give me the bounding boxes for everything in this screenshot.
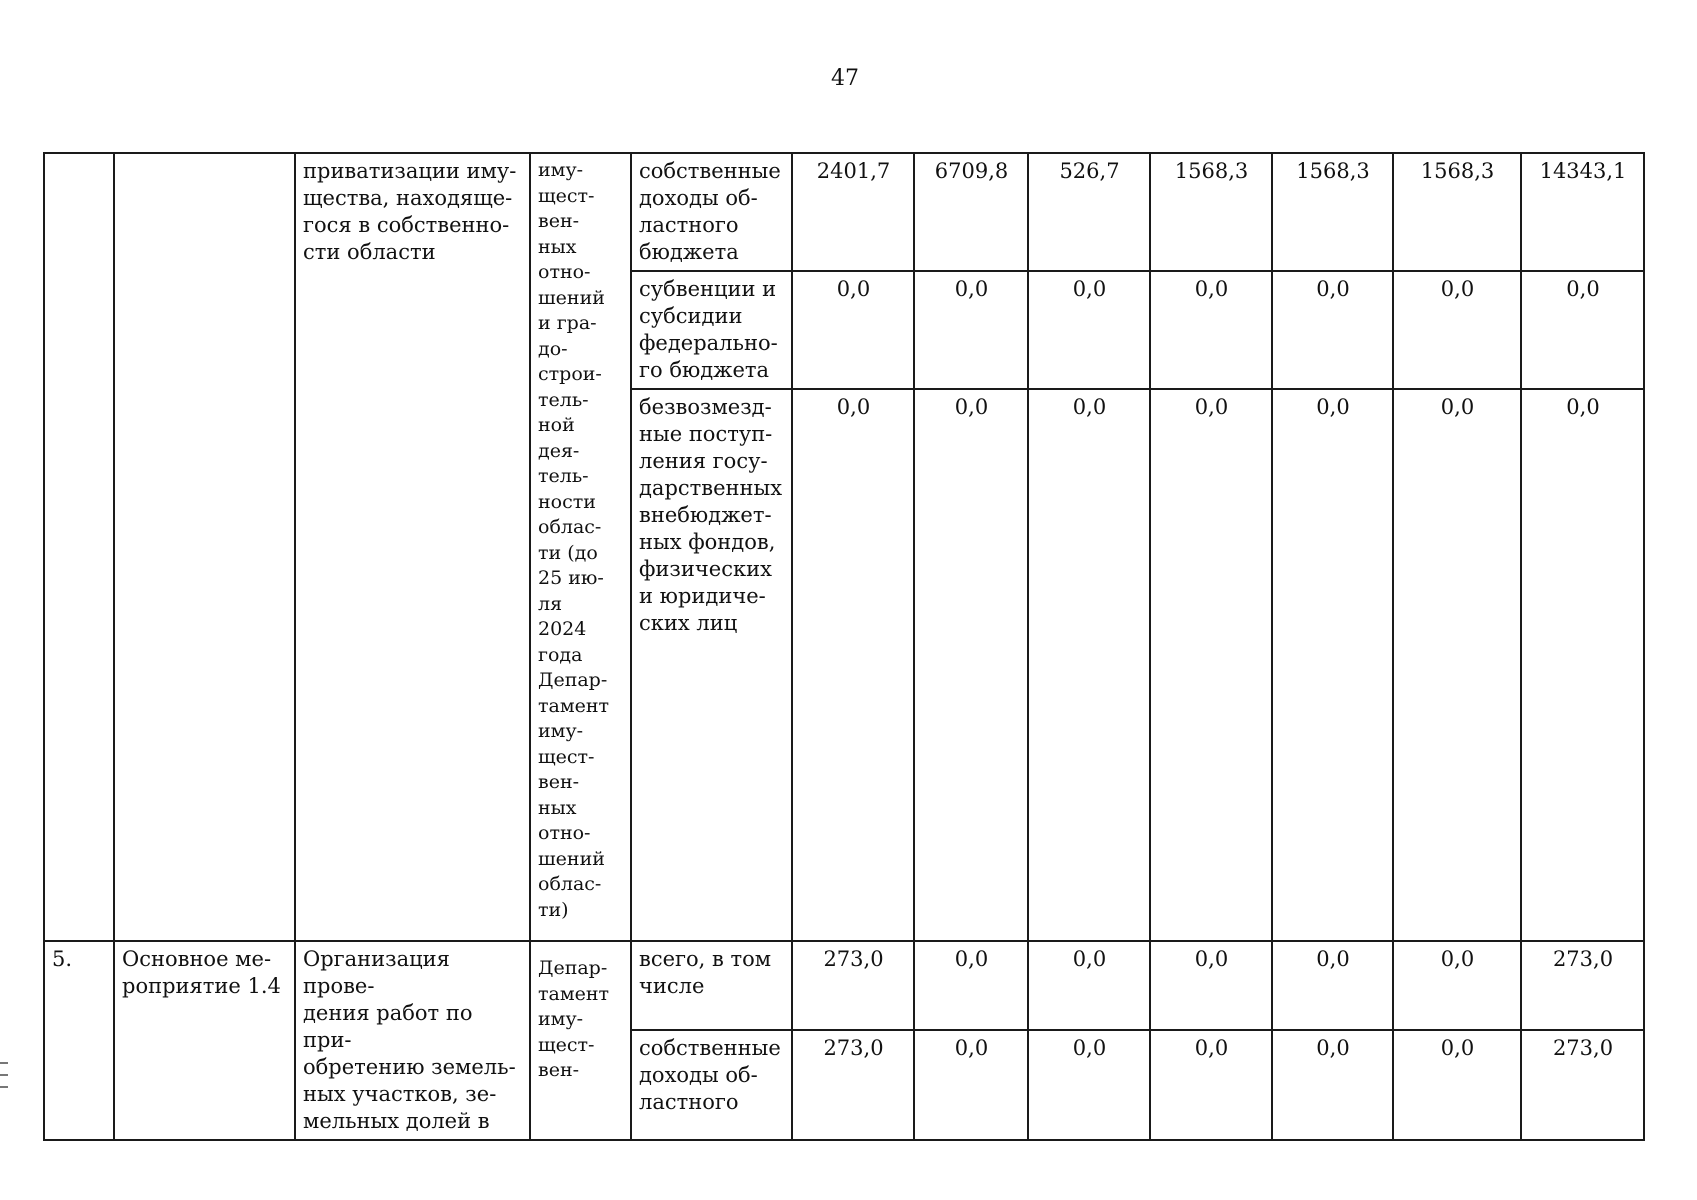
value-cell: 0,0 — [1393, 941, 1521, 1030]
program-name-cell — [114, 941, 295, 1140]
budget-table — [43, 152, 1645, 1141]
value-cell: 0,0 — [1028, 1030, 1150, 1140]
table-row — [44, 153, 1644, 271]
value-cell: 273,0 — [1521, 941, 1644, 1030]
funding-source-cell — [631, 271, 792, 389]
value-cell: 0,0 — [1028, 941, 1150, 1030]
program-name-cell — [114, 153, 295, 941]
measure-cell — [295, 153, 530, 941]
program-name-text: Основное ме- роприятие 1.4 — [122, 947, 281, 998]
value-cell: 0,0 — [1028, 271, 1150, 389]
measure-text: Организация прове- дения работ по при- обретению земель- ных участков, зе- мельных долей в — [303, 947, 516, 1133]
row-number-cell: 5. — [44, 941, 114, 1140]
measure-cell — [295, 941, 530, 1140]
value-cell: 0,0 — [1521, 271, 1644, 389]
value-cell: 0,0 — [914, 271, 1028, 389]
value-cell: 0,0 — [1272, 389, 1393, 941]
measure-text: приватизации иму- щества, находяще- гося в собственно- сти области — [303, 159, 517, 264]
scan-edge-mark — [0, 1062, 8, 1064]
funding-source-label: собственные доходы об- ластного бюджета — [639, 159, 781, 264]
funding-source-label: всего, в том числе — [639, 947, 772, 998]
value-cell: 0,0 — [914, 1030, 1028, 1140]
value-cell: 0,0 — [1272, 271, 1393, 389]
value-cell: 0,0 — [792, 389, 914, 941]
funding-source-cell — [631, 153, 792, 271]
funding-source-label: безвозмезд- ные поступ- ления госу- дарственных внебюджет- ных фондов, физических и юридиче- ских лиц — [639, 395, 783, 635]
page-number: 47 — [831, 66, 859, 91]
value-cell: 0,0 — [1028, 389, 1150, 941]
value-cell: 0,0 — [1393, 1030, 1521, 1140]
executor-cell — [530, 153, 631, 941]
executor-text: иму- щест- вен- ных отно- шений и гра- до- строи- тель- ной дея- тель- ности облас- ти (до 25 ию- ля 2024 года Депар- тамент иму- щест- вен- ных отно- шений облас- ти) — [538, 159, 610, 921]
value-cell: 2401,7 — [792, 153, 914, 271]
value-cell: 273,0 — [792, 941, 914, 1030]
funding-source-cell — [631, 1030, 792, 1140]
funding-source-cell — [631, 389, 792, 941]
value-cell: 1568,3 — [1393, 153, 1521, 271]
value-cell: 0,0 — [1393, 389, 1521, 941]
executor-cell — [530, 941, 631, 1140]
funding-source-label: собственные доходы об- ластного — [639, 1035, 781, 1114]
value-cell: 273,0 — [1521, 1030, 1644, 1140]
value-cell: 0,0 — [914, 389, 1028, 941]
value-cell: 0,0 — [1150, 941, 1272, 1030]
value-cell: 0,0 — [1150, 389, 1272, 941]
value-cell: 1568,3 — [1272, 153, 1393, 271]
funding-source-cell — [631, 941, 792, 1030]
value-cell: 1568,3 — [1150, 153, 1272, 271]
executor-text: Депар- тамент иму- щест- вен- — [538, 957, 610, 1081]
value-cell: 0,0 — [914, 941, 1028, 1030]
funding-source-label: субвенции и субсидии федерально- го бюджета — [639, 277, 778, 382]
value-cell: 0,0 — [1272, 941, 1393, 1030]
value-cell: 0,0 — [792, 271, 914, 389]
value-cell: 273,0 — [792, 1030, 914, 1140]
value-cell: 14343,1 — [1521, 153, 1644, 271]
scan-edge-mark — [0, 1086, 8, 1088]
value-cell: 0,0 — [1150, 1030, 1272, 1140]
value-cell: 0,0 — [1150, 271, 1272, 389]
value-cell: 526,7 — [1028, 153, 1150, 271]
scan-edge-mark — [0, 1074, 8, 1076]
value-cell: 0,0 — [1272, 1030, 1393, 1140]
table-row — [44, 941, 1644, 1030]
value-cell: 0,0 — [1393, 271, 1521, 389]
value-cell: 6709,8 — [914, 153, 1028, 271]
row-number-cell — [44, 153, 114, 941]
value-cell: 0,0 — [1521, 389, 1644, 941]
